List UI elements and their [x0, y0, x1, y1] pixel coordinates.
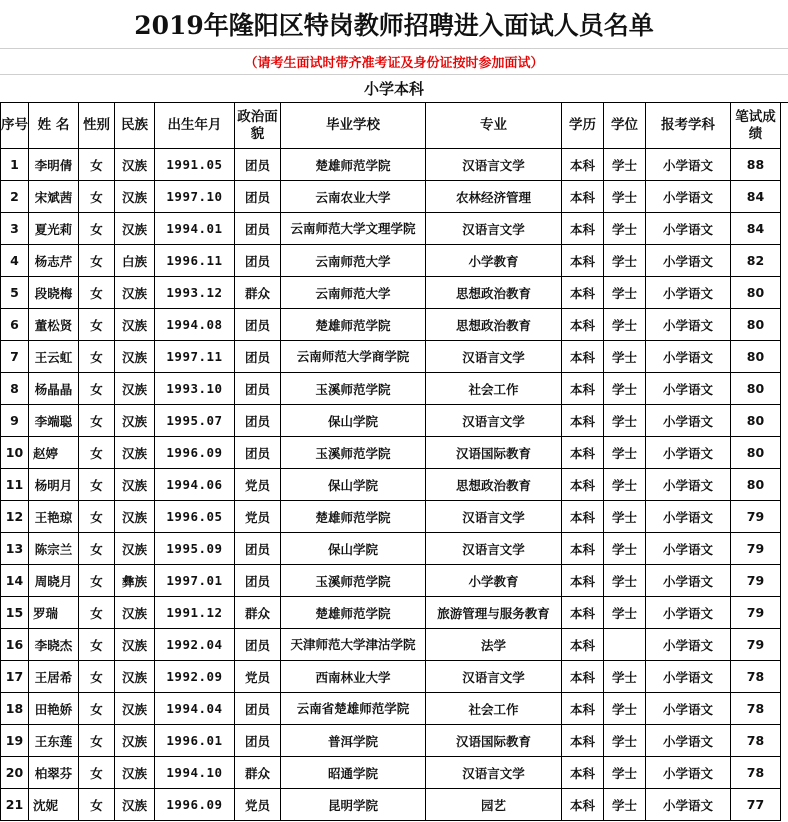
table-row: [1, 725, 781, 757]
birth-date-cell: 1991.05: [155, 149, 235, 181]
ethnicity-cell: 汉族: [115, 181, 155, 213]
subject-cell: 小学语文: [646, 629, 731, 661]
table-row: [1, 789, 781, 821]
political-status-cell: 团员: [235, 693, 281, 725]
birth-date-cell: 1994.01: [155, 213, 235, 245]
gender-cell: 女: [79, 213, 115, 245]
education-cell: 本科: [562, 533, 604, 565]
birth-date-cell: 1996.09: [155, 789, 235, 821]
major-cell: 汉语言文学: [426, 405, 562, 437]
degree-cell: 学士: [604, 789, 646, 821]
degree-cell: 学士: [604, 181, 646, 213]
gender-cell: 女: [79, 629, 115, 661]
row-index-cell: 10: [1, 437, 29, 469]
degree-cell: 学士: [604, 469, 646, 501]
education-cell: 本科: [562, 597, 604, 629]
degree-cell: 学士: [604, 149, 646, 181]
education-cell: 本科: [562, 149, 604, 181]
candidate-table: [0, 102, 781, 821]
political-status-cell: 群众: [235, 277, 281, 309]
degree-cell: 学士: [604, 277, 646, 309]
birth-date-cell: 1997.10: [155, 181, 235, 213]
major-cell: 思想政治教育: [426, 277, 562, 309]
ethnicity-cell: 汉族: [115, 661, 155, 693]
education-cell: 本科: [562, 309, 604, 341]
birth-date-cell: 1993.12: [155, 277, 235, 309]
table-row: [1, 565, 781, 597]
gender-cell: 女: [79, 181, 115, 213]
ethnicity-cell: 汉族: [115, 597, 155, 629]
ethnicity-cell: 汉族: [115, 341, 155, 373]
ethnicity-cell: 汉族: [115, 757, 155, 789]
header-ethnicity: 民族: [115, 103, 155, 149]
degree-cell: 学士: [604, 693, 646, 725]
header-gender: 性别: [79, 103, 115, 149]
degree-cell: 学士: [604, 213, 646, 245]
row-index-cell: 14: [1, 565, 29, 597]
school-cell: 玉溪师范学院: [281, 565, 426, 597]
gender-cell: 女: [79, 149, 115, 181]
subject-cell: 小学语文: [646, 725, 731, 757]
gender-cell: 女: [79, 661, 115, 693]
row-index-cell: 21: [1, 789, 29, 821]
subject-cell: 小学语文: [646, 693, 731, 725]
ethnicity-cell: 汉族: [115, 501, 155, 533]
subject-cell: 小学语文: [646, 661, 731, 693]
degree-cell: 学士: [604, 757, 646, 789]
degree-cell: 学士: [604, 725, 646, 757]
subject-cell: 小学语文: [646, 213, 731, 245]
ethnicity-cell: 汉族: [115, 277, 155, 309]
table-row: [1, 309, 781, 341]
birth-date-cell: 1995.09: [155, 533, 235, 565]
candidate-name-cell: 杨晶晶: [29, 373, 79, 405]
score-cell: 78: [731, 661, 781, 693]
table-row: [1, 693, 781, 725]
school-cell: 楚雄师范学院: [281, 309, 426, 341]
political-status-cell: 团员: [235, 565, 281, 597]
candidate-name-cell: 段晓梅: [29, 277, 79, 309]
score-cell: 79: [731, 597, 781, 629]
table-row: [1, 501, 781, 533]
education-cell: 本科: [562, 789, 604, 821]
education-cell: 本科: [562, 373, 604, 405]
gender-cell: 女: [79, 597, 115, 629]
score-cell: 79: [731, 533, 781, 565]
table-row: [1, 245, 781, 277]
subject-cell: 小学语文: [646, 469, 731, 501]
ethnicity-cell: 汉族: [115, 629, 155, 661]
degree-cell: 学士: [604, 437, 646, 469]
subject-cell: 小学语文: [646, 597, 731, 629]
school-cell: 楚雄师范学院: [281, 597, 426, 629]
candidate-name-cell: 李晓杰: [29, 629, 79, 661]
birth-date-cell: 1997.01: [155, 565, 235, 597]
political-status-cell: 团员: [235, 629, 281, 661]
education-cell: 本科: [562, 501, 604, 533]
row-index-cell: 4: [1, 245, 29, 277]
row-index-cell: 3: [1, 213, 29, 245]
score-cell: 79: [731, 565, 781, 597]
major-cell: 汉语言文学: [426, 533, 562, 565]
candidate-name-cell: 王云虹: [29, 341, 79, 373]
candidate-name-cell: 王东莲: [29, 725, 79, 757]
ethnicity-cell: 汉族: [115, 437, 155, 469]
gender-cell: 女: [79, 309, 115, 341]
degree-cell: 学士: [604, 533, 646, 565]
birth-date-cell: 1996.05: [155, 501, 235, 533]
table-row: [1, 373, 781, 405]
education-cell: 本科: [562, 565, 604, 597]
ethnicity-cell: 汉族: [115, 469, 155, 501]
notice-text: （请考生面试时带齐准考证及身份证按时参加面试）: [0, 49, 788, 75]
major-cell: 思想政治教育: [426, 469, 562, 501]
education-cell: 本科: [562, 277, 604, 309]
major-cell: 汉语国际教育: [426, 725, 562, 757]
major-cell: 汉语言文学: [426, 149, 562, 181]
table-row: [1, 437, 781, 469]
score-cell: 88: [731, 149, 781, 181]
education-cell: 本科: [562, 757, 604, 789]
subject-cell: 小学语文: [646, 565, 731, 597]
school-cell: 保山学院: [281, 469, 426, 501]
gender-cell: 女: [79, 437, 115, 469]
row-index-cell: 12: [1, 501, 29, 533]
table-row: [1, 213, 781, 245]
birth-date-cell: 1997.11: [155, 341, 235, 373]
ethnicity-cell: 汉族: [115, 213, 155, 245]
ethnicity-cell: 汉族: [115, 693, 155, 725]
score-cell: 80: [731, 277, 781, 309]
row-index-cell: 15: [1, 597, 29, 629]
degree-cell: 学士: [604, 309, 646, 341]
birth-date-cell: 1992.09: [155, 661, 235, 693]
major-cell: 汉语国际教育: [426, 437, 562, 469]
table-row: [1, 277, 781, 309]
row-index-cell: 2: [1, 181, 29, 213]
birth-date-cell: 1994.10: [155, 757, 235, 789]
score-cell: 78: [731, 757, 781, 789]
row-index-cell: 5: [1, 277, 29, 309]
header-name: 姓 名: [29, 103, 79, 149]
subject-cell: 小学语文: [646, 757, 731, 789]
ethnicity-cell: 白族: [115, 245, 155, 277]
ethnicity-cell: 汉族: [115, 373, 155, 405]
subject-cell: 小学语文: [646, 373, 731, 405]
degree-cell: 学士: [604, 373, 646, 405]
major-cell: 汉语言文学: [426, 661, 562, 693]
gender-cell: 女: [79, 533, 115, 565]
political-status-cell: 团员: [235, 245, 281, 277]
subject-cell: 小学语文: [646, 309, 731, 341]
candidate-name-cell: 宋斌茜: [29, 181, 79, 213]
political-status-cell: 党员: [235, 501, 281, 533]
education-cell: 本科: [562, 341, 604, 373]
header-school: 毕业学校: [281, 103, 426, 149]
candidate-name-cell: 董松贤: [29, 309, 79, 341]
major-cell: 小学教育: [426, 565, 562, 597]
education-cell: 本科: [562, 693, 604, 725]
school-cell: 云南省楚雄师范学院: [281, 693, 426, 725]
political-status-cell: 团员: [235, 533, 281, 565]
education-cell: 本科: [562, 629, 604, 661]
education-cell: 本科: [562, 437, 604, 469]
header-subject: 报考学科: [646, 103, 731, 149]
degree-cell: 学士: [604, 661, 646, 693]
table-row: [1, 469, 781, 501]
school-cell: 玉溪师范学院: [281, 373, 426, 405]
school-cell: 保山学院: [281, 533, 426, 565]
gender-cell: 女: [79, 693, 115, 725]
subject-cell: 小学语文: [646, 501, 731, 533]
birth-date-cell: 1994.08: [155, 309, 235, 341]
education-cell: 本科: [562, 245, 604, 277]
school-cell: 西南林业大学: [281, 661, 426, 693]
major-cell: 思想政治教育: [426, 309, 562, 341]
candidate-name-cell: 王居希: [29, 661, 79, 693]
school-cell: 昭通学院: [281, 757, 426, 789]
degree-cell: 学士: [604, 245, 646, 277]
candidate-name-cell: 田艳娇: [29, 693, 79, 725]
birth-date-cell: 1994.06: [155, 469, 235, 501]
header-row: [1, 103, 781, 149]
ethnicity-cell: 汉族: [115, 789, 155, 821]
school-cell: 玉溪师范学院: [281, 437, 426, 469]
score-cell: 77: [731, 789, 781, 821]
political-status-cell: 团员: [235, 437, 281, 469]
header-index: 序号: [1, 103, 29, 149]
score-cell: 79: [731, 501, 781, 533]
major-cell: 汉语言文学: [426, 213, 562, 245]
page-title: 2019年隆阳区特岗教师招聘进入面试人员名单: [0, 0, 788, 49]
political-status-cell: 团员: [235, 405, 281, 437]
major-cell: 农林经济管理: [426, 181, 562, 213]
score-cell: 80: [731, 309, 781, 341]
ethnicity-cell: 汉族: [115, 309, 155, 341]
political-status-cell: 团员: [235, 149, 281, 181]
table-row: [1, 533, 781, 565]
birth-date-cell: 1994.04: [155, 693, 235, 725]
candidate-name-cell: 沈妮: [29, 789, 79, 821]
table-row: [1, 629, 781, 661]
education-cell: 本科: [562, 213, 604, 245]
birth-date-cell: 1996.11: [155, 245, 235, 277]
ethnicity-cell: 汉族: [115, 405, 155, 437]
school-cell: 云南农业大学: [281, 181, 426, 213]
ethnicity-cell: 汉族: [115, 149, 155, 181]
subject-cell: 小学语文: [646, 789, 731, 821]
row-index-cell: 18: [1, 693, 29, 725]
school-cell: 云南师范大学文理学院: [281, 213, 426, 245]
degree-cell: 学士: [604, 565, 646, 597]
row-index-cell: 7: [1, 341, 29, 373]
score-cell: 79: [731, 629, 781, 661]
table-row: [1, 181, 781, 213]
birth-date-cell: 1992.04: [155, 629, 235, 661]
degree-cell: 学士: [604, 597, 646, 629]
birth-date-cell: 1996.09: [155, 437, 235, 469]
table-row: [1, 149, 781, 181]
candidate-name-cell: 杨志芹: [29, 245, 79, 277]
candidate-name-cell: 陈宗兰: [29, 533, 79, 565]
major-cell: 汉语言文学: [426, 757, 562, 789]
major-cell: 旅游管理与服务教育: [426, 597, 562, 629]
major-cell: 小学教育: [426, 245, 562, 277]
candidate-name-cell: 赵婷: [29, 437, 79, 469]
birth-date-cell: 1991.12: [155, 597, 235, 629]
gender-cell: 女: [79, 757, 115, 789]
subject-cell: 小学语文: [646, 437, 731, 469]
school-cell: 昆明学院: [281, 789, 426, 821]
table-row: [1, 341, 781, 373]
gender-cell: 女: [79, 469, 115, 501]
score-cell: 80: [731, 341, 781, 373]
ethnicity-cell: 彝族: [115, 565, 155, 597]
table-row: [1, 405, 781, 437]
candidate-name-cell: 罗瑞: [29, 597, 79, 629]
row-index-cell: 16: [1, 629, 29, 661]
score-cell: 82: [731, 245, 781, 277]
candidate-name-cell: 王艳琼: [29, 501, 79, 533]
candidate-name-cell: 柏翠芬: [29, 757, 79, 789]
school-cell: 天津师范大学津沽学院: [281, 629, 426, 661]
gender-cell: 女: [79, 373, 115, 405]
political-status-cell: 团员: [235, 309, 281, 341]
major-cell: 汉语言文学: [426, 501, 562, 533]
candidate-name-cell: 李端聪: [29, 405, 79, 437]
subject-cell: 小学语文: [646, 149, 731, 181]
row-index-cell: 11: [1, 469, 29, 501]
political-status-cell: 团员: [235, 181, 281, 213]
school-cell: 保山学院: [281, 405, 426, 437]
birth-date-cell: 1995.07: [155, 405, 235, 437]
ethnicity-cell: 汉族: [115, 533, 155, 565]
gender-cell: 女: [79, 565, 115, 597]
table-row: [1, 597, 781, 629]
score-cell: 84: [731, 181, 781, 213]
political-status-cell: 团员: [235, 341, 281, 373]
school-cell: 云南师范大学商学院: [281, 341, 426, 373]
header-score: 笔试成绩: [731, 103, 781, 149]
gender-cell: 女: [79, 245, 115, 277]
header-political: 政治面貌: [235, 103, 281, 149]
gender-cell: 女: [79, 789, 115, 821]
row-index-cell: 8: [1, 373, 29, 405]
gender-cell: 女: [79, 725, 115, 757]
subject-cell: 小学语文: [646, 341, 731, 373]
score-cell: 78: [731, 725, 781, 757]
political-status-cell: 党员: [235, 469, 281, 501]
gender-cell: 女: [79, 501, 115, 533]
major-cell: 社会工作: [426, 373, 562, 405]
school-cell: 云南师范大学: [281, 277, 426, 309]
score-cell: 80: [731, 405, 781, 437]
score-cell: 80: [731, 373, 781, 405]
political-status-cell: 团员: [235, 373, 281, 405]
education-cell: 本科: [562, 469, 604, 501]
school-cell: 云南师范大学: [281, 245, 426, 277]
education-cell: 本科: [562, 181, 604, 213]
table-body: [1, 149, 781, 821]
ethnicity-cell: 汉族: [115, 725, 155, 757]
row-index-cell: 1: [1, 149, 29, 181]
gender-cell: 女: [79, 405, 115, 437]
row-index-cell: 17: [1, 661, 29, 693]
score-cell: 84: [731, 213, 781, 245]
birth-date-cell: 1996.01: [155, 725, 235, 757]
section-heading: 小学本科: [0, 75, 788, 103]
school-cell: 楚雄师范学院: [281, 149, 426, 181]
degree-cell: [604, 629, 646, 661]
political-status-cell: 党员: [235, 789, 281, 821]
row-index-cell: 20: [1, 757, 29, 789]
header-education: 学历: [562, 103, 604, 149]
major-cell: 社会工作: [426, 693, 562, 725]
degree-cell: 学士: [604, 405, 646, 437]
table-row: [1, 661, 781, 693]
subject-cell: 小学语文: [646, 533, 731, 565]
candidate-name-cell: 夏光莉: [29, 213, 79, 245]
political-status-cell: 群众: [235, 597, 281, 629]
education-cell: 本科: [562, 405, 604, 437]
candidate-name-cell: 周晓月: [29, 565, 79, 597]
table-row: [1, 757, 781, 789]
subject-cell: 小学语文: [646, 405, 731, 437]
education-cell: 本科: [562, 661, 604, 693]
education-cell: 本科: [562, 725, 604, 757]
political-status-cell: 党员: [235, 661, 281, 693]
score-cell: 78: [731, 693, 781, 725]
political-status-cell: 团员: [235, 725, 281, 757]
degree-cell: 学士: [604, 341, 646, 373]
subject-cell: 小学语文: [646, 277, 731, 309]
row-index-cell: 13: [1, 533, 29, 565]
major-cell: 法学: [426, 629, 562, 661]
candidate-name-cell: 杨明月: [29, 469, 79, 501]
political-status-cell: 群众: [235, 757, 281, 789]
birth-date-cell: 1993.10: [155, 373, 235, 405]
row-index-cell: 9: [1, 405, 29, 437]
header-degree: 学位: [604, 103, 646, 149]
political-status-cell: 团员: [235, 213, 281, 245]
degree-cell: 学士: [604, 501, 646, 533]
row-index-cell: 19: [1, 725, 29, 757]
school-cell: 普洱学院: [281, 725, 426, 757]
header-major: 专业: [426, 103, 562, 149]
gender-cell: 女: [79, 341, 115, 373]
score-cell: 80: [731, 469, 781, 501]
major-cell: 园艺: [426, 789, 562, 821]
header-birth: 出生年月: [155, 103, 235, 149]
subject-cell: 小学语文: [646, 245, 731, 277]
subject-cell: 小学语文: [646, 181, 731, 213]
candidate-name-cell: 李明倩: [29, 149, 79, 181]
major-cell: 汉语言文学: [426, 341, 562, 373]
row-index-cell: 6: [1, 309, 29, 341]
school-cell: 楚雄师范学院: [281, 501, 426, 533]
score-cell: 80: [731, 437, 781, 469]
gender-cell: 女: [79, 277, 115, 309]
